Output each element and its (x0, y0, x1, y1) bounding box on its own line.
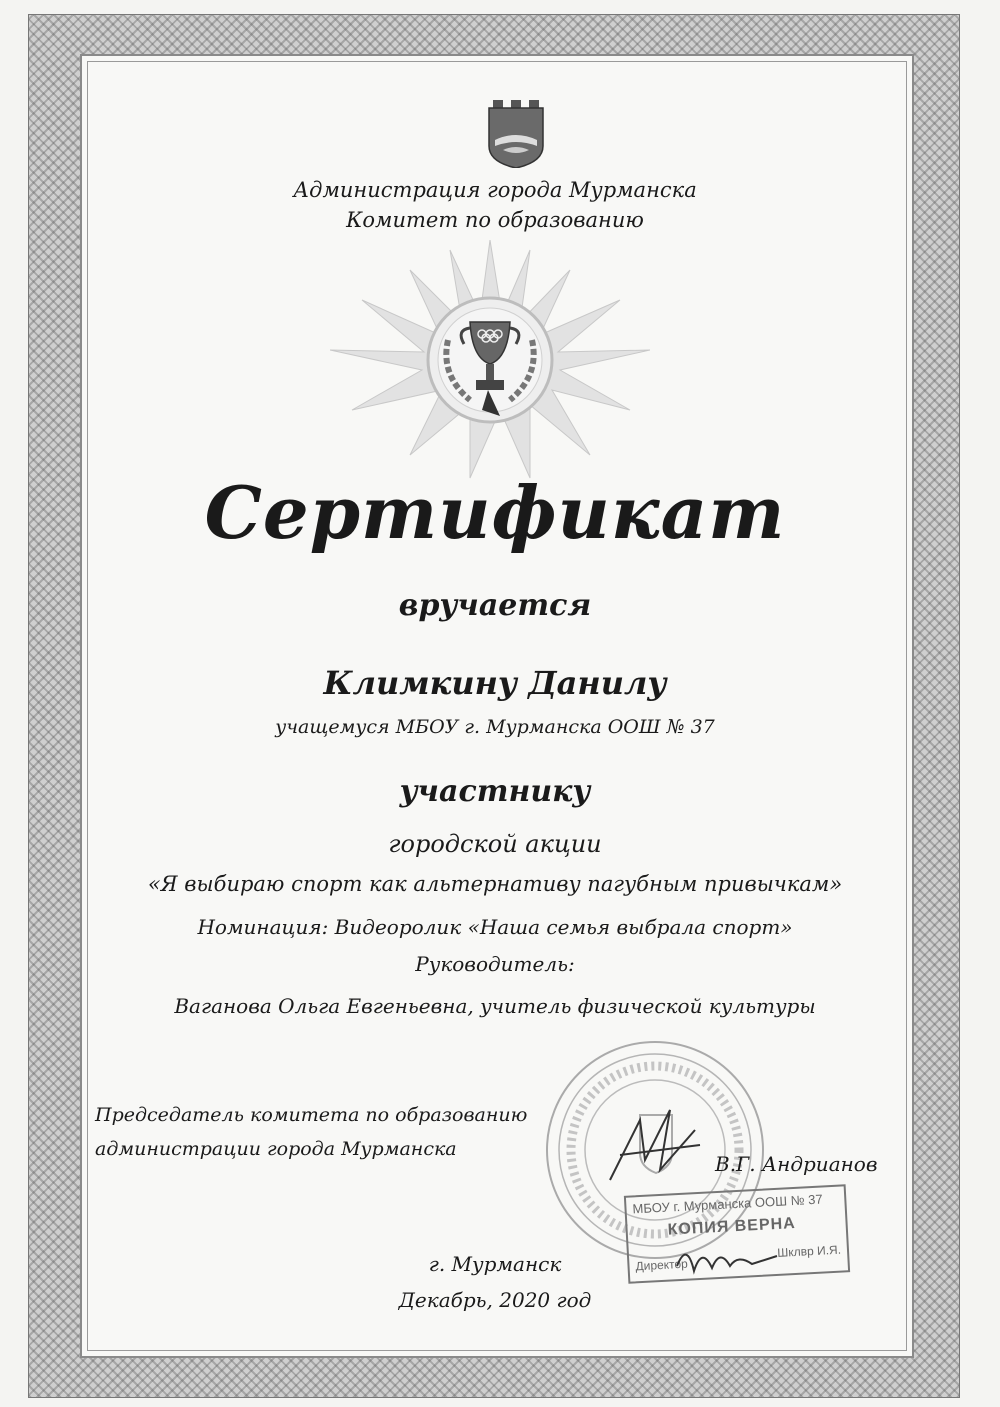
leader-name: Ваганова Ольга Евгеньевна, учитель физической культуры (174, 994, 816, 1018)
event-title: «Я выбираю спорт как альтернативу пагубным привычкам» (147, 872, 843, 896)
copy-stamp-director: Директор (635, 1256, 689, 1274)
chair-position (95, 1098, 527, 1166)
certificate-title: Сертификат (204, 470, 786, 555)
issuer-block (80, 175, 910, 235)
sun-trophy-emblem-icon (330, 240, 650, 480)
nomination: Номинация: Видеоролик «Наша семья выбрала спорт» (197, 915, 793, 939)
issue-date: Декабрь, 2020 год (398, 1288, 592, 1312)
participant-role: участнику (399, 774, 591, 809)
copy-stamp-title: КОПИЯ ВЕРНА (667, 1214, 797, 1239)
issuer-line-2: Комитет по образованию (346, 208, 644, 232)
signer-name: В.Г. Андрианов (715, 1152, 878, 1176)
recipient-school: учащемуся МБОУ г. Мурманска ООШ № 37 (275, 716, 715, 738)
coat-of-arms-icon (487, 100, 545, 168)
city: г. Мурманск (428, 1252, 562, 1276)
copy-stamp-director-name: Шклвр И.Я. (776, 1242, 842, 1260)
issuer-line-1: Администрация города Мурманска (293, 178, 697, 202)
recipient-name: Климкину Данилу (323, 664, 667, 702)
copy-stamp-school: МБОУ г. Мурманска ООШ № 37 (632, 1191, 823, 1217)
event-label: городской акции (388, 830, 602, 858)
chair-position-line-2: администрации города Мурманска (95, 1138, 457, 1160)
awarded-text: вручается (398, 588, 592, 623)
chair-position-line-1: Председатель комитета по образованию (95, 1104, 528, 1126)
leader-label: Руководитель: (415, 952, 575, 976)
